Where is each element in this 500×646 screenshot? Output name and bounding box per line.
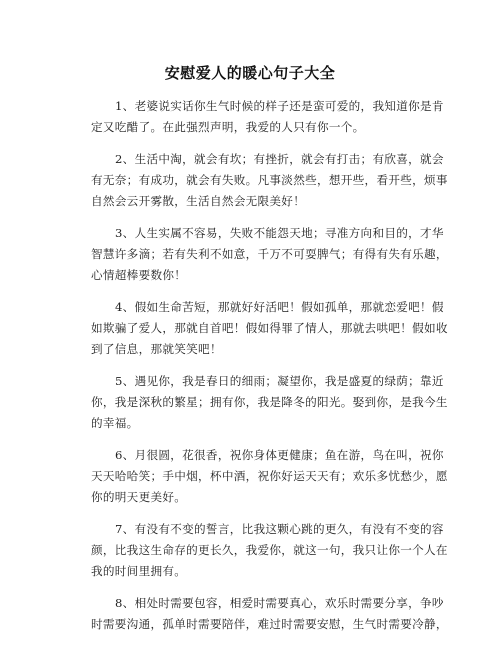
- paragraph-4: [91, 297, 448, 360]
- paragraph-line: 3、人生实属不容易，失败不能怨天地；寻准方向和目的，才华: [115, 226, 444, 240]
- paragraph-line: 我的时间里拥有。: [91, 564, 187, 578]
- paragraph-1: [91, 96, 444, 138]
- paragraph-line: 定又吃醋了。在此强烈声明，我爱的人只有你一个。: [91, 120, 365, 134]
- paragraph-line: 7、有没有不变的誓言，比我这颗心跳的更久，有没有不变的容: [115, 522, 444, 536]
- paragraph-line: 心情超棒要数你！: [91, 268, 187, 282]
- paragraph-line: 1、老婆说实话你生气时候的样子还是蛮可爱的，我知道你是肯: [115, 99, 444, 113]
- paragraph-line: 你，我是深秋的繁星；拥有你，我是降冬的阳光。娶到你，是我今生: [91, 395, 448, 409]
- paragraph-line: 如欺骗了爱人，那就自首吧！假如得罪了情人，那就去哄吧！假如收: [91, 321, 448, 335]
- document-title: 安慰爱人的暖心句子大全: [164, 64, 336, 82]
- paragraph-line: 有无奈；有成功，就会有失败。凡事淡然些，想开些，看开些，烦事: [91, 173, 448, 187]
- paragraph-line: 2、生活中淘，就会有坎；有挫折，就会有打击；有欣喜，就会: [115, 152, 444, 166]
- paragraph-line: 天天哈哈笑；手中烟，杯中酒，祝你好运天天有；欢乐多忧愁少，愿: [91, 469, 448, 483]
- paragraph-3: [91, 223, 448, 286]
- paragraph-line: 4、假如生命苦短，那就好好活吧！假如孤单，那就恋爱吧！假: [115, 300, 444, 314]
- paragraph-2: [91, 149, 448, 212]
- paragraph-line: 8、相处时需要包容，相爱时需要真心，欢乐时需要分享，争吵: [115, 596, 444, 610]
- paragraph-line: 颜，比我这生命存的更长久，我爱你，就这一句，我只让你一个人在: [91, 543, 448, 557]
- paragraph-5: [91, 371, 448, 434]
- paragraph-line: 你的明天更美好。: [91, 490, 187, 504]
- paragraph-line: 智慧许多滴；若有失利不如意，千万不可耍脾气；有得有失有乐趣，: [91, 247, 448, 261]
- paragraph-line: 自然会云开雾散，生活自然会无限美好！: [91, 194, 306, 208]
- paragraph-8: [91, 593, 448, 635]
- paragraph-line: 5、遇见你，我是春日的细雨；凝望你，我是盛夏的绿荫；靠近: [115, 374, 444, 388]
- paragraph-line: 6、月很圆，花很香，祝你身体更健康；鱼在游，鸟在叫，祝你: [115, 448, 444, 462]
- paragraph-line: 到了信息，那就笑笑吧！: [91, 342, 222, 356]
- paragraph-list: [91, 96, 448, 646]
- paragraph-7: [91, 519, 448, 582]
- paragraph-6: [91, 445, 448, 508]
- paragraph-line: 的幸福。: [91, 416, 139, 430]
- paragraph-line: 时需要沟通，孤单时需要陪伴，难过时需要安慰，生气时需要冷静，: [91, 617, 448, 631]
